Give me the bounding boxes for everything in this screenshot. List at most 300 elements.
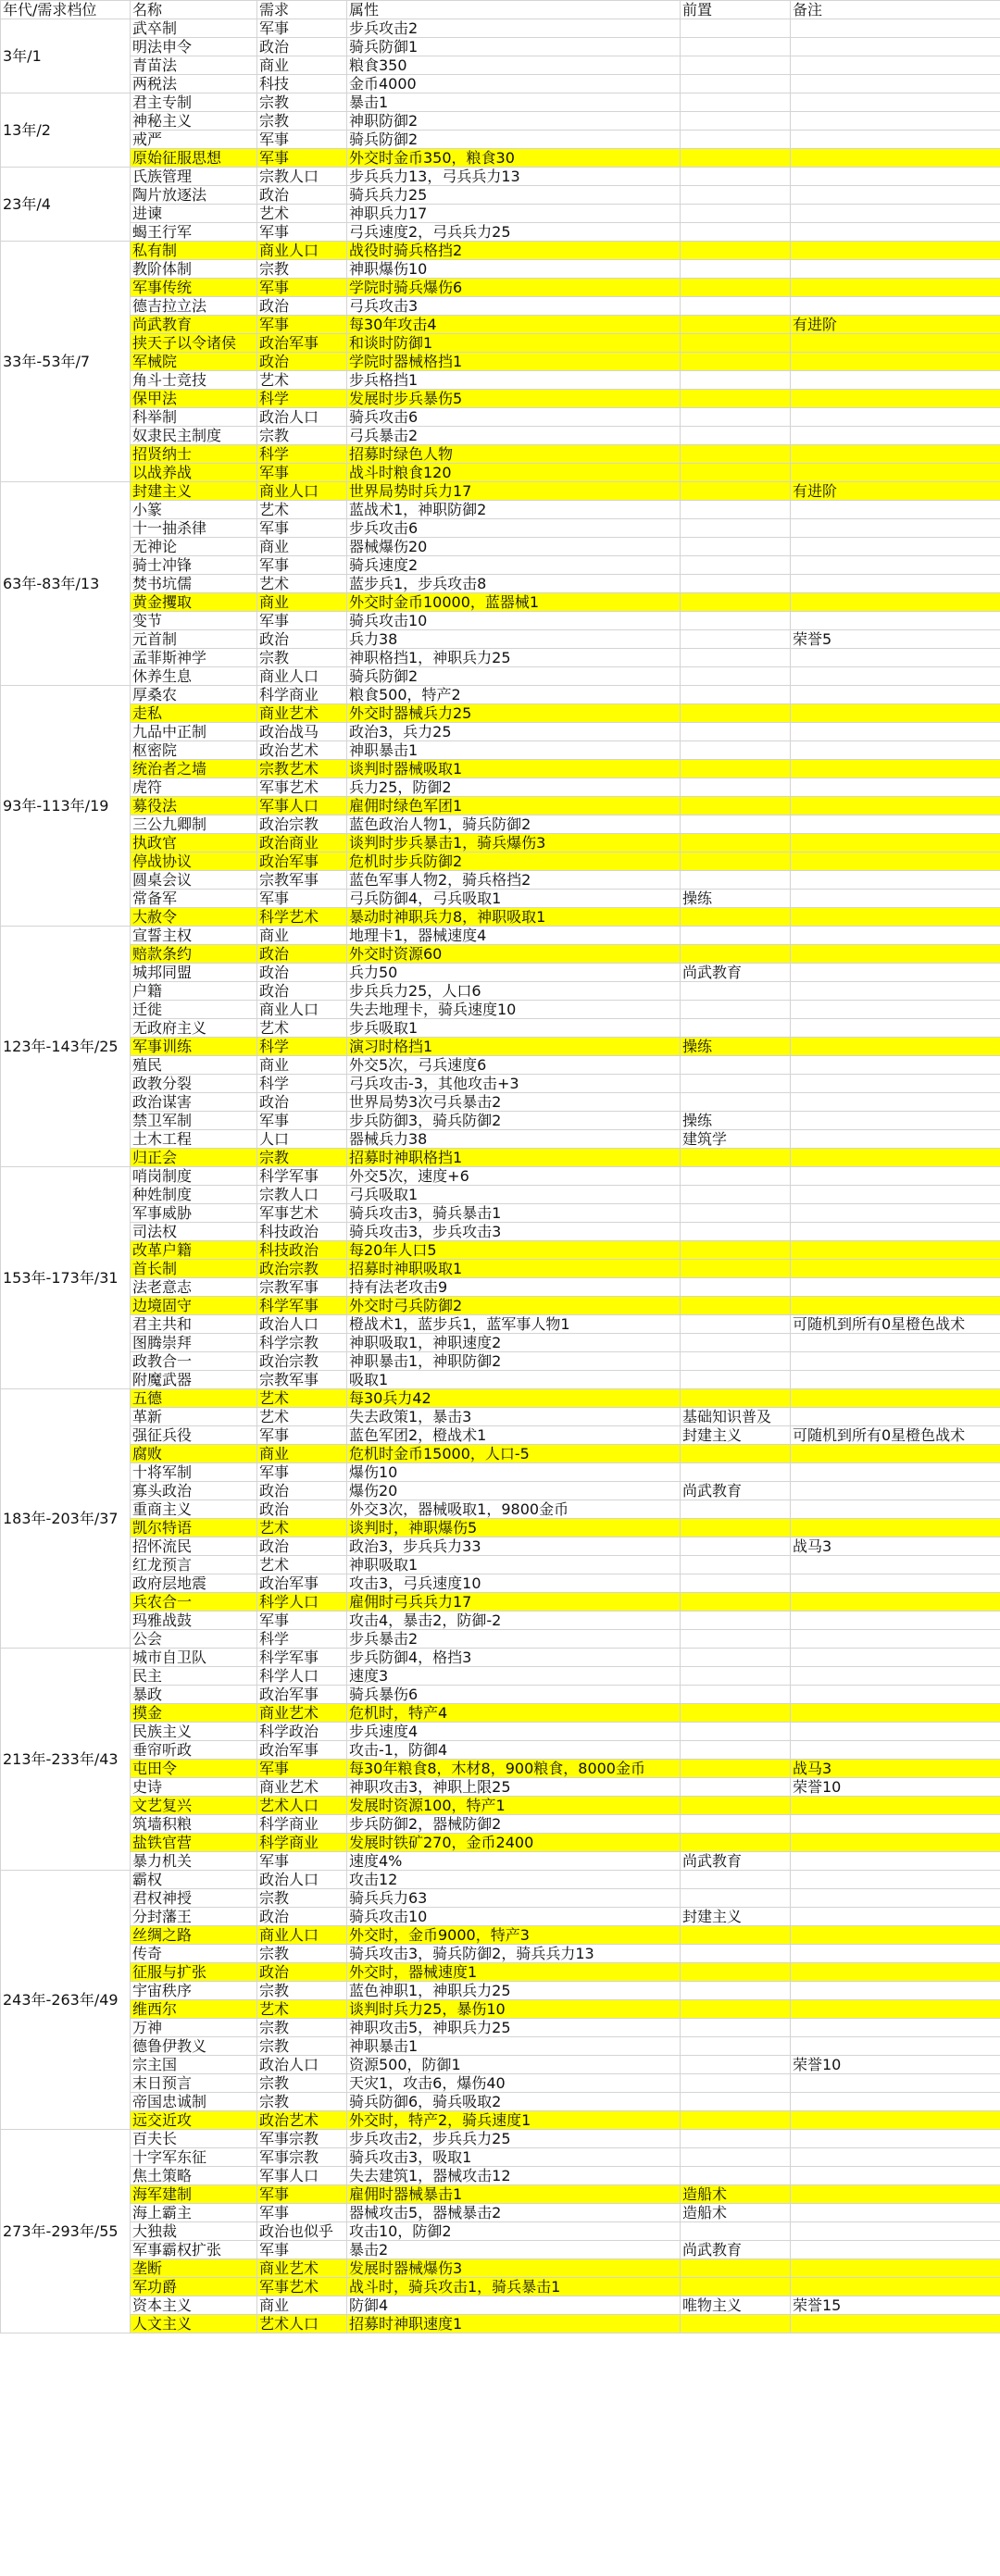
cell-note[interactable] [791, 1371, 1000, 1389]
cell-requirement[interactable]: 艺术 [257, 501, 347, 519]
cell-attribute[interactable]: 速度3 [347, 1667, 681, 1686]
cell-attribute[interactable]: 蓝色神职1，神职兵力25 [347, 1982, 681, 2000]
cell-name[interactable]: 寡头政治 [131, 1482, 257, 1500]
cell-note[interactable] [791, 1612, 1000, 1630]
cell-attribute[interactable]: 暴动时神职兵力8，神职吸取1 [347, 908, 681, 927]
cell-requirement[interactable]: 政治 [257, 1482, 347, 1500]
cell-requirement[interactable]: 艺术 [257, 575, 347, 593]
cell-requirement[interactable]: 宗教 [257, 427, 347, 445]
cell-note[interactable] [791, 964, 1000, 982]
cell-prerequisite[interactable] [681, 1149, 791, 1167]
cell-prerequisite[interactable] [681, 815, 791, 834]
cell-note[interactable] [791, 815, 1000, 834]
cell-name[interactable]: 科举制 [131, 408, 257, 427]
cell-name[interactable]: 招贤纳士 [131, 445, 257, 464]
cell-attribute[interactable]: 骑兵兵力25 [347, 186, 681, 205]
cell-requirement[interactable]: 艺术 [257, 205, 347, 223]
cell-name[interactable]: 摸金 [131, 1704, 257, 1723]
cell-attribute[interactable]: 步兵吸取1 [347, 1019, 681, 1038]
cell-name[interactable]: 种姓制度 [131, 1186, 257, 1204]
cell-note[interactable] [791, 1574, 1000, 1593]
cell-note[interactable] [791, 223, 1000, 242]
cell-requirement[interactable]: 政治战马 [257, 723, 347, 741]
cell-attribute[interactable]: 谈判时，神职爆伤5 [347, 1519, 681, 1537]
cell-name[interactable]: 边境固守 [131, 1297, 257, 1315]
cell-prerequisite[interactable] [681, 1815, 791, 1834]
cell-requirement[interactable]: 商业艺术 [257, 1778, 347, 1797]
cell-attribute[interactable]: 外交时金币10000，蓝器械1 [347, 593, 681, 612]
cell-prerequisite[interactable]: 造船术 [681, 2204, 791, 2222]
cell-requirement[interactable]: 政治 [257, 982, 347, 1001]
cell-attribute[interactable]: 每30年粮食8，木材8，900粮食，8000金币 [347, 1760, 681, 1778]
cell-requirement[interactable]: 商业 [257, 1056, 347, 1075]
cell-requirement[interactable]: 军事人口 [257, 2167, 347, 2185]
cell-requirement[interactable]: 艺术 [257, 371, 347, 390]
cell-name[interactable]: 传奇 [131, 1945, 257, 1963]
cell-name[interactable]: 兵农合一 [131, 1593, 257, 1612]
cell-attribute[interactable]: 步兵防御4，格挡3 [347, 1649, 681, 1667]
cell-note[interactable] [791, 1204, 1000, 1223]
cell-prerequisite[interactable] [681, 1797, 791, 1815]
cell-name[interactable]: 军事传统 [131, 279, 257, 297]
cell-requirement[interactable]: 军事 [257, 131, 347, 149]
cell-name[interactable]: 暴力机关 [131, 1852, 257, 1871]
cell-requirement[interactable]: 艺术人口 [257, 2315, 347, 2333]
cell-requirement[interactable]: 政治艺术 [257, 741, 347, 760]
cell-note[interactable] [791, 1797, 1000, 1815]
era-cell[interactable]: 183年-203年/37 [1, 1389, 131, 1649]
cell-prerequisite[interactable] [681, 982, 791, 1001]
cell-attribute[interactable]: 资源500，防御1 [347, 2056, 681, 2074]
cell-attribute[interactable]: 步兵兵力13，弓兵兵力13 [347, 168, 681, 186]
cell-prerequisite[interactable] [681, 1186, 791, 1204]
cell-note[interactable] [791, 2222, 1000, 2241]
cell-attribute[interactable]: 兵力38 [347, 630, 681, 649]
cell-attribute[interactable]: 步兵攻击2 [347, 19, 681, 38]
cell-requirement[interactable]: 宗教军事 [257, 871, 347, 890]
cell-attribute[interactable]: 蓝步兵1，步兵攻击8 [347, 575, 681, 593]
cell-prerequisite[interactable] [681, 501, 791, 519]
cell-requirement[interactable]: 宗教 [257, 2074, 347, 2093]
cell-prerequisite[interactable] [681, 1463, 791, 1482]
cell-name[interactable]: 保甲法 [131, 390, 257, 408]
cell-prerequisite[interactable] [681, 1741, 791, 1760]
cell-name[interactable]: 进谏 [131, 205, 257, 223]
cell-requirement[interactable]: 科学商业 [257, 686, 347, 704]
cell-name[interactable]: 屯田令 [131, 1760, 257, 1778]
cell-attribute[interactable]: 发展时铁矿270，金币2400 [347, 1834, 681, 1852]
cell-name[interactable]: 角斗士竞技 [131, 371, 257, 390]
cell-attribute[interactable]: 政治3，步兵兵力33 [347, 1537, 681, 1556]
cell-requirement[interactable]: 军事 [257, 279, 347, 297]
cell-requirement[interactable]: 政治商业 [257, 834, 347, 852]
cell-prerequisite[interactable] [681, 945, 791, 964]
cell-requirement[interactable]: 政治 [257, 38, 347, 56]
cell-name[interactable]: 元首制 [131, 630, 257, 649]
cell-note[interactable] [791, 1130, 1000, 1149]
cell-name[interactable]: 民族主义 [131, 1723, 257, 1741]
cell-note[interactable] [791, 279, 1000, 297]
cell-prerequisite[interactable] [681, 1334, 791, 1352]
cell-requirement[interactable]: 军事 [257, 1760, 347, 1778]
cell-name[interactable]: 十将军制 [131, 1463, 257, 1482]
cell-prerequisite[interactable] [681, 612, 791, 630]
cell-note[interactable] [791, 2315, 1000, 2333]
cell-requirement[interactable]: 宗教 [257, 1982, 347, 2000]
cell-prerequisite[interactable] [681, 1241, 791, 1260]
cell-name[interactable]: 尚武教育 [131, 316, 257, 334]
cell-note[interactable] [791, 1223, 1000, 1241]
cell-note[interactable] [791, 1815, 1000, 1834]
cell-attribute[interactable]: 神职格挡1，神职兵力25 [347, 649, 681, 667]
cell-note[interactable] [791, 75, 1000, 93]
cell-requirement[interactable]: 艺术 [257, 1408, 347, 1426]
header-prerequisite[interactable]: 前置 [681, 1, 791, 19]
cell-attribute[interactable]: 雇佣时器械暴击1 [347, 2185, 681, 2204]
cell-prerequisite[interactable] [681, 279, 791, 297]
cell-requirement[interactable]: 宗教 [257, 93, 347, 112]
cell-attribute[interactable]: 外交时金币350，粮食30 [347, 149, 681, 168]
cell-name[interactable]: 政府层地震 [131, 1574, 257, 1593]
cell-note[interactable] [791, 1463, 1000, 1482]
cell-name[interactable]: 君权神授 [131, 1889, 257, 1908]
cell-name[interactable]: 文艺复兴 [131, 1797, 257, 1815]
cell-prerequisite[interactable] [681, 2019, 791, 2037]
cell-attribute[interactable]: 发展时器械爆伤3 [347, 2259, 681, 2278]
cell-requirement[interactable]: 宗教军事 [257, 1371, 347, 1389]
cell-prerequisite[interactable] [681, 2111, 791, 2130]
cell-name[interactable]: 赔款条约 [131, 945, 257, 964]
cell-prerequisite[interactable] [681, 427, 791, 445]
cell-prerequisite[interactable] [681, 1445, 791, 1463]
cell-name[interactable]: 私有制 [131, 242, 257, 260]
cell-prerequisite[interactable] [681, 593, 791, 612]
cell-requirement[interactable]: 政治人口 [257, 1315, 347, 1334]
cell-prerequisite[interactable] [681, 1778, 791, 1797]
cell-name[interactable]: 骑士冲锋 [131, 556, 257, 575]
cell-attribute[interactable]: 世界局势3次弓兵暴击2 [347, 1093, 681, 1112]
cell-attribute[interactable]: 谈判时步兵暴击1，骑兵爆伤3 [347, 834, 681, 852]
cell-prerequisite[interactable] [681, 1593, 791, 1612]
cell-name[interactable]: 禁卫军制 [131, 1112, 257, 1130]
cell-prerequisite[interactable] [681, 131, 791, 149]
cell-requirement[interactable]: 政治艺术 [257, 2111, 347, 2130]
cell-prerequisite[interactable] [681, 242, 791, 260]
cell-attribute[interactable]: 步兵暴击2 [347, 1630, 681, 1649]
cell-prerequisite[interactable] [681, 741, 791, 760]
cell-attribute[interactable]: 学院时骑兵爆伤6 [347, 279, 681, 297]
cell-requirement[interactable]: 军事人口 [257, 797, 347, 815]
cell-name[interactable]: 蝎王行军 [131, 223, 257, 242]
cell-requirement[interactable]: 军事艺术 [257, 778, 347, 797]
cell-note[interactable]: 可随机到所有0星橙色战术 [791, 1315, 1000, 1334]
cell-name[interactable]: 武卒制 [131, 19, 257, 38]
cell-note[interactable] [791, 2037, 1000, 2056]
cell-note[interactable] [791, 371, 1000, 390]
cell-attribute[interactable]: 攻击10，防御2 [347, 2222, 681, 2241]
cell-prerequisite[interactable] [681, 1686, 791, 1704]
cell-prerequisite[interactable] [681, 390, 791, 408]
cell-requirement[interactable]: 宗教 [257, 1945, 347, 1963]
cell-name[interactable]: 筑墙积粮 [131, 1815, 257, 1834]
cell-note[interactable] [791, 1889, 1000, 1908]
cell-prerequisite[interactable] [681, 371, 791, 390]
cell-requirement[interactable]: 政治 [257, 1500, 347, 1519]
cell-name[interactable]: 宗主国 [131, 2056, 257, 2074]
cell-prerequisite[interactable] [681, 1056, 791, 1075]
cell-note[interactable] [791, 1741, 1000, 1760]
cell-requirement[interactable]: 政治 [257, 1093, 347, 1112]
cell-requirement[interactable]: 宗教 [257, 260, 347, 279]
cell-requirement[interactable]: 政治 [257, 1537, 347, 1556]
cell-prerequisite[interactable] [681, 649, 791, 667]
cell-name[interactable]: 氏族管理 [131, 168, 257, 186]
cell-note[interactable] [791, 1852, 1000, 1871]
cell-requirement[interactable]: 军事 [257, 519, 347, 538]
cell-name[interactable]: 小篆 [131, 501, 257, 519]
era-cell[interactable]: 273年-293年/55 [1, 2130, 131, 2333]
cell-prerequisite[interactable] [681, 2037, 791, 2056]
cell-requirement[interactable]: 宗教人口 [257, 168, 347, 186]
cell-requirement[interactable]: 军事 [257, 149, 347, 168]
cell-note[interactable] [791, 649, 1000, 667]
header-era[interactable]: 年代/需求档位 [1, 1, 131, 19]
era-cell[interactable]: 63年-83年/13 [1, 482, 131, 686]
era-cell[interactable]: 13年/2 [1, 93, 131, 168]
cell-requirement[interactable]: 科学商业 [257, 1834, 347, 1852]
cell-attribute[interactable]: 神职攻击3，神职上限25 [347, 1778, 681, 1797]
cell-note[interactable] [791, 982, 1000, 1001]
cell-attribute[interactable]: 骑兵速度2 [347, 556, 681, 575]
cell-name[interactable]: 维西尔 [131, 2000, 257, 2019]
cell-prerequisite[interactable] [681, 1963, 791, 1982]
cell-note[interactable] [791, 2204, 1000, 2222]
cell-prerequisite[interactable] [681, 1945, 791, 1963]
cell-prerequisite[interactable] [681, 2259, 791, 2278]
cell-note[interactable] [791, 93, 1000, 112]
cell-attribute[interactable]: 神职吸取1，神职速度2 [347, 1334, 681, 1352]
cell-note[interactable] [791, 760, 1000, 778]
cell-name[interactable]: 万神 [131, 2019, 257, 2037]
cell-note[interactable] [791, 575, 1000, 593]
cell-note[interactable] [791, 667, 1000, 686]
cell-name[interactable]: 黄金攫取 [131, 593, 257, 612]
cell-name[interactable]: 青苗法 [131, 56, 257, 75]
cell-note[interactable] [791, 797, 1000, 815]
cell-requirement[interactable]: 军事艺术 [257, 2278, 347, 2296]
cell-name[interactable]: 丝绸之路 [131, 1926, 257, 1945]
cell-attribute[interactable]: 危机时金币15000，人口-5 [347, 1445, 681, 1463]
cell-note[interactable] [791, 704, 1000, 723]
cell-requirement[interactable]: 军事 [257, 316, 347, 334]
cell-note[interactable] [791, 1723, 1000, 1741]
cell-note[interactable] [791, 723, 1000, 741]
cell-note[interactable] [791, 1278, 1000, 1297]
cell-note[interactable] [791, 1945, 1000, 1963]
cell-requirement[interactable]: 科学政治 [257, 1723, 347, 1741]
cell-attribute[interactable]: 神职防御2 [347, 112, 681, 131]
cell-prerequisite[interactable] [681, 445, 791, 464]
cell-requirement[interactable]: 军事艺术 [257, 1204, 347, 1223]
cell-prerequisite[interactable] [681, 1167, 791, 1186]
cell-prerequisite[interactable] [681, 1760, 791, 1778]
cell-name[interactable]: 教阶体制 [131, 260, 257, 279]
cell-attribute[interactable]: 骑兵防御2 [347, 131, 681, 149]
cell-requirement[interactable]: 商业 [257, 56, 347, 75]
cell-name[interactable]: 政教合一 [131, 1352, 257, 1371]
cell-attribute[interactable]: 招募时绿色人物 [347, 445, 681, 464]
cell-attribute[interactable]: 弓兵攻击-3，其他攻击+3 [347, 1075, 681, 1093]
cell-note[interactable] [791, 1093, 1000, 1112]
cell-attribute[interactable]: 神职暴击1 [347, 741, 681, 760]
cell-note[interactable] [791, 686, 1000, 704]
cell-attribute[interactable]: 每20年人口5 [347, 1241, 681, 1260]
cell-prerequisite[interactable] [681, 1649, 791, 1667]
header-name[interactable]: 名称 [131, 1, 257, 19]
cell-prerequisite[interactable] [681, 797, 791, 815]
cell-note[interactable] [791, 741, 1000, 760]
cell-note[interactable] [791, 1352, 1000, 1371]
cell-name[interactable]: 募役法 [131, 797, 257, 815]
cell-note[interactable] [791, 445, 1000, 464]
cell-prerequisite[interactable] [681, 2222, 791, 2241]
cell-attribute[interactable]: 步兵防御2，器械防御2 [347, 1815, 681, 1834]
cell-attribute[interactable]: 外交时弓兵防御2 [347, 1297, 681, 1315]
cell-note[interactable]: 可随机到所有0星橙色战术 [791, 1426, 1000, 1445]
cell-prerequisite[interactable] [681, 1371, 791, 1389]
cell-requirement[interactable]: 商业艺术 [257, 2259, 347, 2278]
cell-note[interactable] [791, 168, 1000, 186]
cell-requirement[interactable]: 科学商业 [257, 1815, 347, 1834]
cell-name[interactable]: 停战协议 [131, 852, 257, 871]
cell-note[interactable] [791, 612, 1000, 630]
cell-prerequisite[interactable] [681, 186, 791, 205]
cell-name[interactable]: 宣誓主权 [131, 927, 257, 945]
cell-note[interactable] [791, 1167, 1000, 1186]
cell-prerequisite[interactable] [681, 686, 791, 704]
cell-prerequisite[interactable] [681, 1889, 791, 1908]
cell-name[interactable]: 政教分裂 [131, 1075, 257, 1093]
cell-requirement[interactable]: 政治军事 [257, 852, 347, 871]
cell-attribute[interactable]: 弓兵攻击3 [347, 297, 681, 316]
cell-attribute[interactable]: 神职兵力17 [347, 205, 681, 223]
cell-note[interactable] [791, 334, 1000, 353]
cell-prerequisite[interactable] [681, 778, 791, 797]
cell-attribute[interactable]: 危机时，特产4 [347, 1704, 681, 1723]
cell-name[interactable]: 焦土策略 [131, 2167, 257, 2185]
cell-attribute[interactable]: 速度4% [347, 1852, 681, 1871]
cell-attribute[interactable]: 橙战术1，蓝步兵1，蓝军事人物1 [347, 1315, 681, 1334]
cell-name[interactable]: 附魔武器 [131, 1371, 257, 1389]
cell-note[interactable] [791, 1056, 1000, 1075]
cell-prerequisite[interactable] [681, 168, 791, 186]
cell-name[interactable]: 统治者之墙 [131, 760, 257, 778]
cell-name[interactable]: 征服与扩张 [131, 1963, 257, 1982]
cell-note[interactable] [791, 38, 1000, 56]
cell-prerequisite[interactable] [681, 1556, 791, 1574]
cell-name[interactable]: 十字军东征 [131, 2148, 257, 2167]
cell-note[interactable] [791, 1389, 1000, 1408]
cell-attribute[interactable]: 失去地理卡，骑兵速度10 [347, 1001, 681, 1019]
cell-name[interactable]: 宇宙秩序 [131, 1982, 257, 2000]
cell-requirement[interactable]: 科学军事 [257, 1649, 347, 1667]
cell-requirement[interactable]: 宗教 [257, 1889, 347, 1908]
cell-note[interactable] [791, 2278, 1000, 2296]
cell-note[interactable] [791, 353, 1000, 371]
cell-note[interactable] [791, 1593, 1000, 1612]
cell-note[interactable] [791, 890, 1000, 908]
cell-attribute[interactable]: 神职爆伤10 [347, 260, 681, 279]
cell-name[interactable]: 帝国忠诚制 [131, 2093, 257, 2111]
cell-attribute[interactable]: 骑兵攻击3，骑兵防御2，骑兵兵力13 [347, 1945, 681, 1963]
cell-prerequisite[interactable] [681, 908, 791, 927]
cell-prerequisite[interactable] [681, 149, 791, 168]
cell-note[interactable] [791, 2259, 1000, 2278]
cell-note[interactable] [791, 408, 1000, 427]
cell-prerequisite[interactable] [681, 927, 791, 945]
cell-attribute[interactable]: 外交5次，速度+6 [347, 1167, 681, 1186]
cell-prerequisite[interactable]: 尚武教育 [681, 2241, 791, 2259]
cell-requirement[interactable]: 军事 [257, 1612, 347, 1630]
cell-requirement[interactable]: 科学人口 [257, 1593, 347, 1612]
cell-note[interactable] [791, 1630, 1000, 1649]
cell-requirement[interactable]: 军事 [257, 2241, 347, 2259]
cell-name[interactable]: 户籍 [131, 982, 257, 1001]
header-requirement[interactable]: 需求 [257, 1, 347, 19]
cell-name[interactable]: 军械院 [131, 353, 257, 371]
cell-note[interactable] [791, 260, 1000, 279]
cell-name[interactable]: 军事威胁 [131, 1204, 257, 1223]
cell-prerequisite[interactable] [681, 704, 791, 723]
cell-requirement[interactable]: 科技政治 [257, 1241, 347, 1260]
cell-note[interactable] [791, 1445, 1000, 1463]
cell-name[interactable]: 挟天子以令诸侯 [131, 334, 257, 353]
cell-note[interactable]: 荣誉10 [791, 2056, 1000, 2074]
cell-note[interactable] [791, 927, 1000, 945]
cell-name[interactable]: 远交近攻 [131, 2111, 257, 2130]
cell-prerequisite[interactable] [681, 408, 791, 427]
cell-requirement[interactable]: 军事 [257, 1852, 347, 1871]
cell-prerequisite[interactable]: 操练 [681, 1038, 791, 1056]
era-cell[interactable]: 213年-233年/43 [1, 1649, 131, 1871]
cell-prerequisite[interactable] [681, 1574, 791, 1593]
cell-prerequisite[interactable] [681, 834, 791, 852]
cell-prerequisite[interactable]: 操练 [681, 1112, 791, 1130]
cell-attribute[interactable]: 地理卡1，器械速度4 [347, 927, 681, 945]
cell-requirement[interactable]: 科学 [257, 1630, 347, 1649]
cell-prerequisite[interactable] [681, 1093, 791, 1112]
cell-attribute[interactable]: 演习时格挡1 [347, 1038, 681, 1056]
cell-requirement[interactable]: 政治军事 [257, 1686, 347, 1704]
cell-requirement[interactable]: 军事宗教 [257, 2148, 347, 2167]
cell-note[interactable] [791, 297, 1000, 316]
cell-prerequisite[interactable] [681, 575, 791, 593]
cell-prerequisite[interactable] [681, 260, 791, 279]
cell-requirement[interactable]: 艺术 [257, 1556, 347, 1574]
cell-name[interactable]: 封建主义 [131, 482, 257, 501]
cell-requirement[interactable]: 政治人口 [257, 408, 347, 427]
cell-attribute[interactable]: 每30年攻击4 [347, 316, 681, 334]
cell-requirement[interactable]: 军事 [257, 19, 347, 38]
cell-name[interactable]: 城市自卫队 [131, 1649, 257, 1667]
cell-prerequisite[interactable] [681, 205, 791, 223]
cell-name[interactable]: 迁徙 [131, 1001, 257, 1019]
cell-prerequisite[interactable]: 尚武教育 [681, 1852, 791, 1871]
cell-requirement[interactable]: 科学宗教 [257, 1334, 347, 1352]
cell-prerequisite[interactable] [681, 871, 791, 890]
cell-name[interactable]: 红龙预言 [131, 1556, 257, 1574]
cell-requirement[interactable]: 政治军事 [257, 334, 347, 353]
